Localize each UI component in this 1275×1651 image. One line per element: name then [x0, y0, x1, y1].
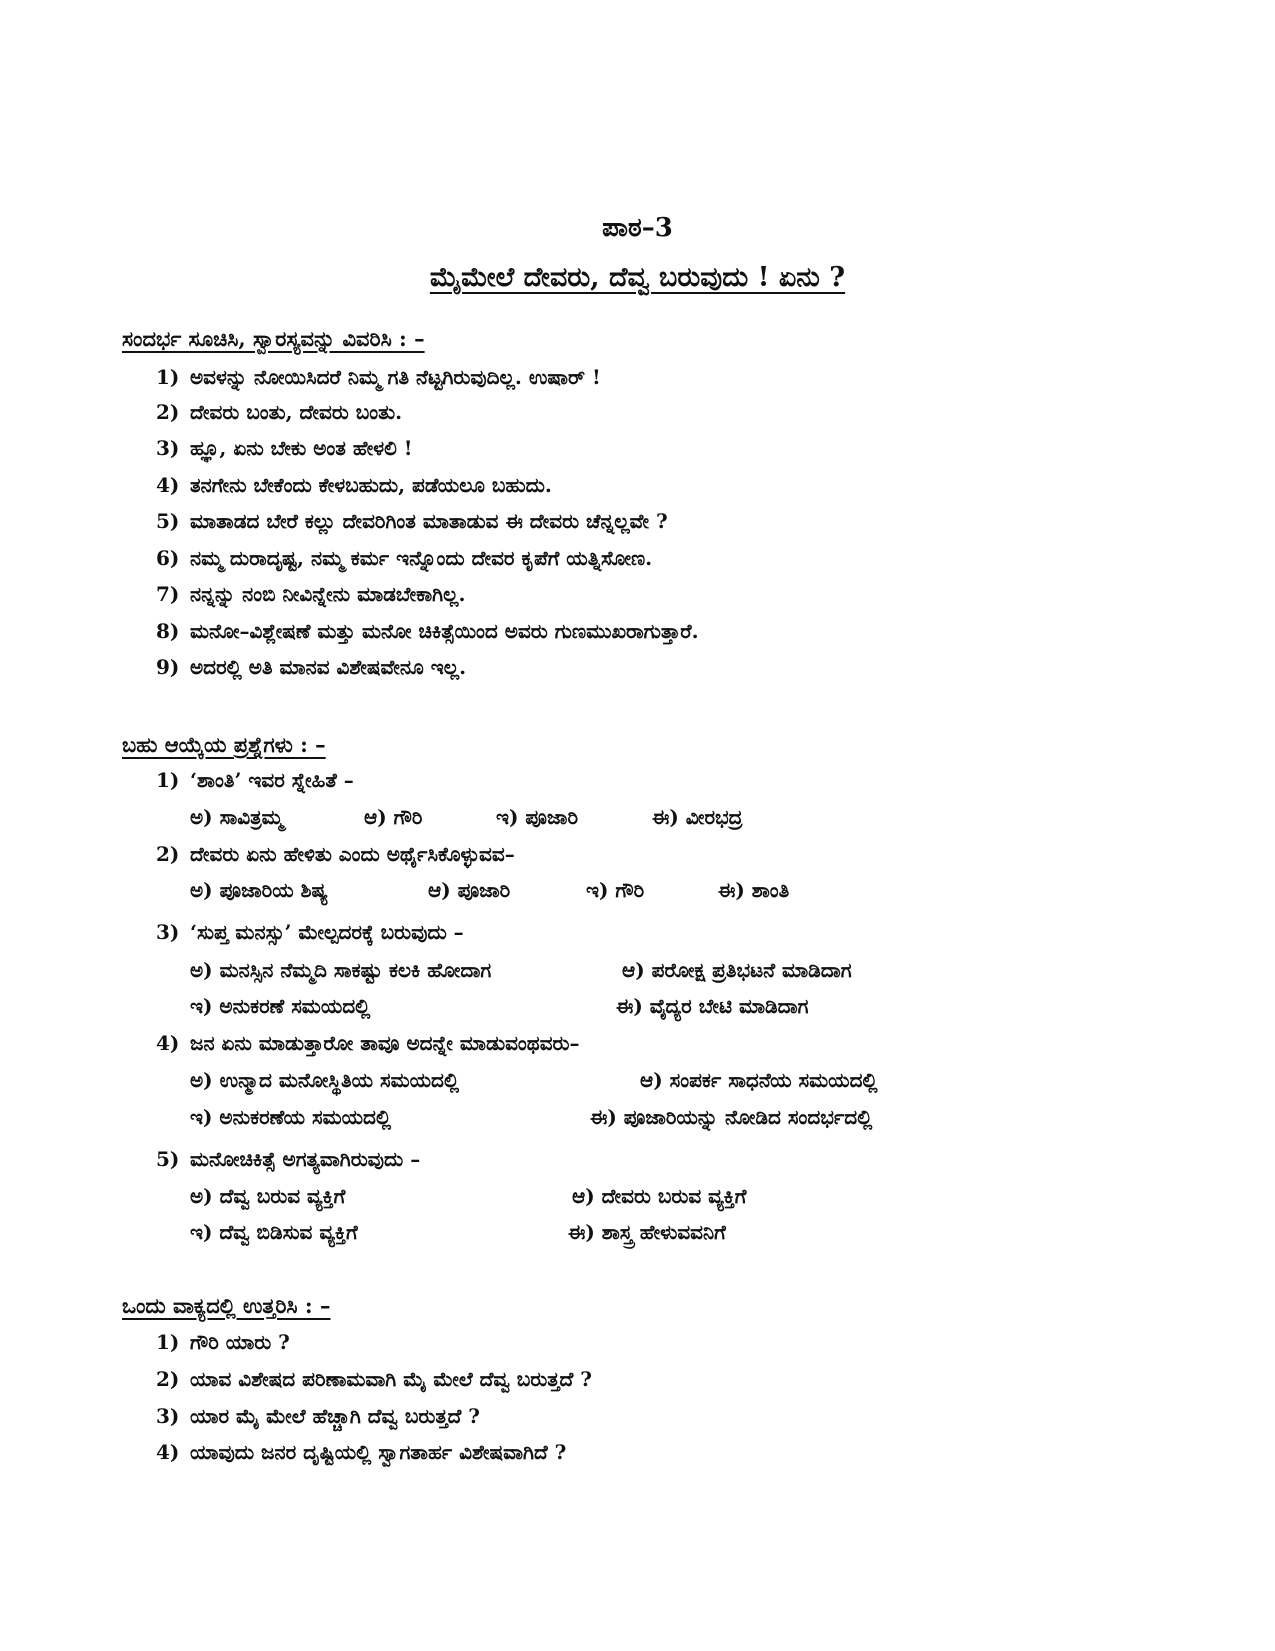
list-item: [156, 580, 465, 608]
list-item: [156, 1438, 566, 1466]
option: ಅ) ಸಾವಿತ್ರಮ್ಮ: [190, 805, 284, 829]
option: ಇ) ಗೌರಿ: [586, 878, 645, 902]
option: ಅ) ಮನಸ್ಸಿನ ನೆಮ್ಮದಿ ಸಾಕಷ್ಟು ಕಲಕಿ ಹೋದಾಗ: [190, 958, 492, 982]
item-number: 2): [156, 1367, 180, 1391]
list-item: [156, 653, 466, 681]
item-text: ನಮ್ಮ ದುರಾದೃಷ್ಟ, ನಮ್ಮ ಕರ್ಮ ಇನ್ನೊಂದು ದೇವರ ಕೃಪೆಗೆ ಯತ್ನಿಸೋಣ.: [190, 546, 653, 570]
question-number: 1): [156, 768, 180, 792]
item-text: ಮನೋ–ವಿಶ್ಲೇಷಣೆ ಮತ್ತು ಮನೋ ಚಿಕಿತ್ಸೆಯಿಂದ ಅವರು ಗುಣಮುಖರಾಗುತ್ತಾರೆ.: [190, 619, 699, 643]
question: [156, 840, 515, 868]
option: ಆ) ಗೌರಿ: [364, 805, 423, 829]
list-item: [156, 434, 413, 462]
list-item: [156, 471, 552, 499]
option: ಆ) ಪೂಜಾರಿ: [428, 878, 511, 902]
section-heading-context: ಸಂದರ್ಭ ಸೂಚಿಸಿ, ಸ್ವಾರಸ್ಯವನ್ನು ವಿವರಿಸಿ : –: [122, 326, 425, 351]
item-number: 7): [156, 582, 180, 606]
question-text: ‘ಶಾಂತಿ’ ಇವರ ಸ್ನೇಹಿತೆ –: [190, 768, 354, 792]
question-text: ಜನ ಏನು ಮಾಡುತ್ತಾರೋ ತಾವೂ ಅದನ್ನೇ ಮಾಡುವಂಥವರು–: [190, 1031, 580, 1055]
list-item: [156, 1402, 480, 1430]
item-number: 6): [156, 546, 180, 570]
question-text: ದೇವರು ಏನು ಹೇಳಿತು ಎಂದು ಅರ್ಥೈಸಿಕೊಳ್ಳುವವ–: [190, 842, 515, 866]
item-text: ಯಾವ ವಿಶೇಷದ ಪರಿಣಾಮವಾಗಿ ಮೈ ಮೇಲೆ ದೆವ್ವ ಬರುತ್ತದೆ ?: [190, 1367, 592, 1391]
list-item: [156, 507, 668, 535]
section-heading-one-sentence: ಒಂದು ವಾಕ್ಯದಲ್ಲಿ ಉತ್ತರಿಸಿ : –: [122, 1293, 331, 1318]
list-item: [156, 363, 601, 391]
question: [156, 766, 354, 794]
item-text: ಅದರಲ್ಲಿ ಅತಿ ಮಾನವ ವಿಶೇಷವೇನೂ ಇಲ್ಲ.: [190, 655, 467, 679]
question: [156, 1029, 579, 1057]
question-number: 5): [156, 1147, 180, 1171]
option: ಇ) ಪೂಜಾರಿ: [496, 805, 579, 829]
item-number: 9): [156, 655, 180, 679]
option: ಈ) ಪೂಜಾರಿಯನ್ನು ನೋಡಿದ ಸಂದರ್ಭದಲ್ಲಿ: [590, 1105, 873, 1129]
item-text: ತನಗೇನು ಬೇಕೆಂದು ಕೇಳಬಹುದು, ಪಡೆಯಲೂ ಬಹುದು.: [190, 473, 552, 497]
option: ಆ) ಪರೋಕ್ಷ ಪ್ರತಿಭಟನೆ ಮಾಡಿದಾಗ: [622, 958, 852, 982]
item-number: 1): [156, 365, 180, 389]
question-number: 4): [156, 1031, 180, 1055]
option: ಅ) ದೆವ್ವ ಬರುವ ವ್ಯಕ್ತಿಗೆ: [190, 1184, 346, 1208]
question: [156, 918, 464, 946]
option: ಇ) ಅನುಕರಣೆ ಸಮಯದಲ್ಲಿ: [190, 994, 371, 1018]
option: ಇ) ದೆವ್ವ ಬಿಡಿಸುವ ವ್ಯಕ್ತಿಗೆ: [190, 1220, 358, 1244]
item-text: ಯಾವುದು ಜನರ ದೃಷ್ಟಿಯಲ್ಲಿ ಸ್ವಾಗತಾರ್ಹ ವಿಶೇಷವಾಗಿದೆ ?: [190, 1440, 567, 1464]
option: ಅ) ಉನ್ಮಾದ ಮನೋಸ್ಥಿತಿಯ ಸಮಯದಲ್ಲಿ: [190, 1068, 460, 1092]
option: ಇ) ಅನುಕರಣೆಯ ಸಮಯದಲ್ಲಿ: [190, 1105, 392, 1129]
item-text: ಅವಳನ್ನು ನೋಯಿಸಿದರೆ ನಿಮ್ಮ ಗತಿ ನೆಟ್ಟಗಿರುವುದಿಲ್ಲ. ಉಷಾರ್ !: [190, 365, 601, 389]
item-number: 3): [156, 1404, 180, 1428]
option: ಈ) ವೈದ್ಯರ ಬೇಟಿ ಮಾಡಿದಾಗ: [616, 994, 809, 1018]
list-item: [156, 398, 402, 426]
item-number: 4): [156, 473, 180, 497]
option: ಅ) ಪೂಜಾರಿಯ ಶಿಷ್ಯ: [190, 878, 328, 902]
question: [156, 1145, 420, 1173]
item-text: ದೇವರು ಬಂತು, ದೇವರು ಬಂತು.: [190, 400, 403, 424]
item-text: ಯಾರ ಮೈ ಮೇಲೆ ಹೆಚ್ಚಾಗಿ ದೆವ್ವ ಬರುತ್ತದೆ ?: [190, 1404, 481, 1428]
question-text: ಮನೋಚಿಕಿತ್ಸೆ ಅಗತ್ಯವಾಗಿರುವುದು –: [190, 1147, 421, 1171]
option: ಆ) ದೇವರು ಬರುವ ವ್ಯಕ್ತಿಗೆ: [572, 1184, 747, 1208]
item-text: ನನ್ನನ್ನು ನಂಬಿ ನೀವಿನ್ನೇನು ಮಾಡಬೇಕಾಗಿಲ್ಲ.: [190, 582, 466, 606]
question-number: 2): [156, 842, 180, 866]
option: ಆ) ಸಂಪರ್ಕ ಸಾಧನೆಯ ಸಮಯದಲ್ಲಿ: [640, 1068, 878, 1092]
option: ಈ) ಶಾಂತಿ: [718, 878, 790, 902]
item-number: 3): [156, 436, 180, 460]
page-title-wrap: [0, 262, 1275, 294]
section-heading-mcq: ಬಹು ಆಯ್ಕೆಯ ಪ್ರಶ್ನೆಗಳು : –: [122, 732, 326, 757]
list-item: [156, 544, 652, 572]
item-text: ಗೌರಿ ಯಾರು ?: [190, 1330, 290, 1354]
list-item: [156, 1328, 290, 1356]
item-text: ಹ್ಞೂ, ಏನು ಬೇಕು ಅಂತ ಹೇಳಲಿ !: [190, 436, 413, 460]
list-item: [156, 617, 699, 645]
item-number: 2): [156, 400, 180, 424]
option: ಈ) ಶಾಸ್ತ್ರ ಹೇಳುವವನಿಗೆ: [568, 1220, 726, 1244]
lesson-number: ಪಾಠ–3: [602, 213, 673, 243]
item-number: 8): [156, 619, 180, 643]
question-number: 3): [156, 920, 180, 944]
item-text: ಮಾತಾಡದ ಬೇರೆ ಕಲ್ಲು ದೇವರಿಗಿಂತ ಮಾತಾಡುವ ಈ ದೇವರು ಚೆನ್ನಲ್ಲವೇ ?: [190, 509, 668, 533]
list-item: [156, 1365, 592, 1393]
question-text: ‘ಸುಪ್ತ ಮನಸ್ಸು’ ಮೇಲ್ಪದರಕ್ಕೆ ಬರುವುದು –: [190, 920, 464, 944]
option: ಈ) ವೀರಭದ್ರ: [652, 805, 743, 829]
item-number: 5): [156, 509, 180, 533]
item-number: 4): [156, 1440, 180, 1464]
item-number: 1): [156, 1330, 180, 1354]
page-title: ಮೈಮೇಲೆ ದೇವರು, ದೆವ್ವ ಬರುವುದು ! ಏನು ?: [429, 262, 846, 293]
